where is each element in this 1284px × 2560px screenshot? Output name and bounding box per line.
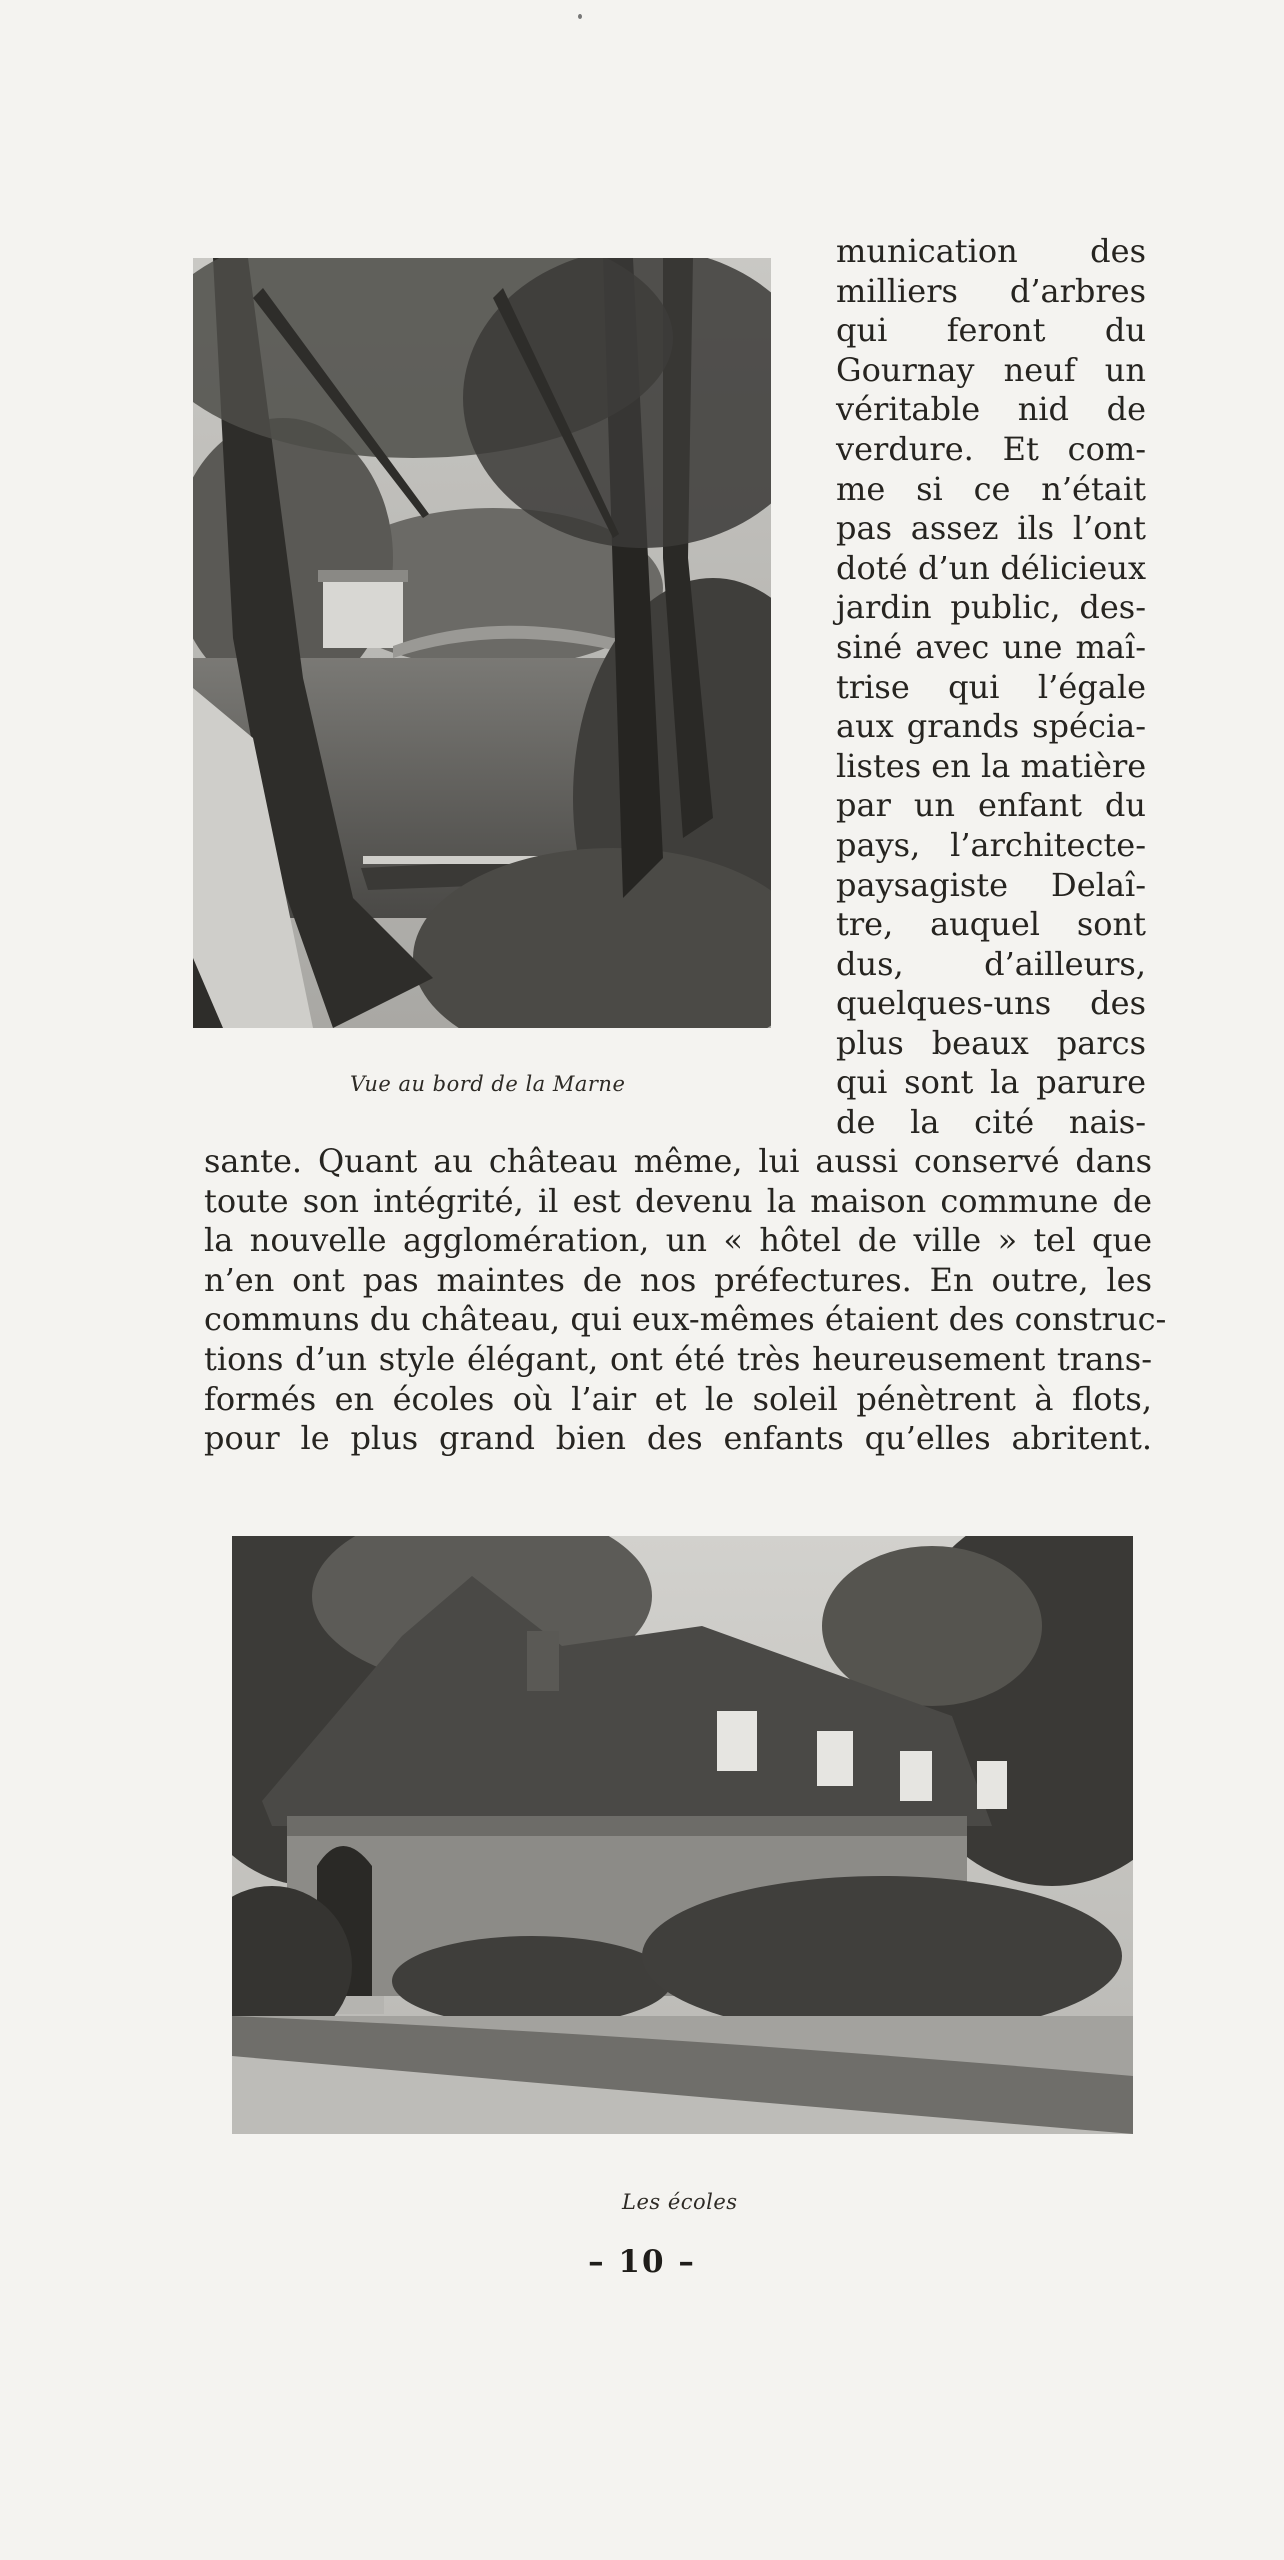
text-line: verdure. Et com- <box>836 429 1146 468</box>
text-line: communs du château, qui eux-mêmes étaient des construc- <box>204 1300 1167 1339</box>
text-line: pour le plus grand bien des enfants qu’elles abritent. <box>204 1419 1152 1458</box>
text-line: Gournay neuf un <box>836 350 1146 389</box>
text-line: aux grands spécia- <box>836 707 1146 746</box>
text-line: munication des <box>836 232 1146 270</box>
text-line: par un enfant du <box>836 786 1146 825</box>
text-line: sante. Quant au château même, lui aussi conservé dans <box>204 1142 1152 1180</box>
school-building-photo <box>232 1536 1133 2134</box>
page-number: – 10 – <box>588 2244 696 2280</box>
paper-speck <box>578 14 582 19</box>
text-line: doté d’un délicieux <box>836 548 1146 587</box>
text-line: qui sont la parure <box>836 1063 1146 1102</box>
text-line: siné avec une maî- <box>836 627 1146 666</box>
text-line: véritable nid de <box>836 390 1146 429</box>
text-line: formés en écoles où l’air et le soleil pénètrent à flots, <box>204 1379 1152 1418</box>
text-line: pas assez ils l’ont <box>836 509 1146 548</box>
text-line: milliers d’arbres <box>836 271 1146 310</box>
text-line: qui feront du <box>836 311 1146 350</box>
text-line: listes en la matière <box>836 746 1147 785</box>
text-line: plus beaux parcs <box>836 1023 1146 1062</box>
river-with-trees-and-bridge-photo <box>193 258 771 1028</box>
text-line: tre, auquel sont <box>836 905 1146 944</box>
text-line: quelques-uns des <box>836 984 1146 1023</box>
photo-caption: Vue au bord de la Marne <box>350 1072 626 1096</box>
text-line: me si ce n’était <box>836 469 1146 508</box>
text-line: la nouvelle agglomération, un « hôtel de ville » tel que <box>204 1221 1152 1260</box>
text-column-narrow <box>836 232 1146 1143</box>
text-line: jardin public, des- <box>836 588 1146 627</box>
photo-caption: Les écoles <box>622 2190 738 2214</box>
text-line: dus, d’ailleurs, <box>836 944 1146 983</box>
text-line: de la cité nais- <box>836 1103 1146 1142</box>
text-line: tions d’un style élégant, ont été très heureusement trans- <box>204 1339 1152 1378</box>
text-paragraph <box>204 1142 1167 1459</box>
text-line: trise qui l’égale <box>836 667 1146 706</box>
text-line: pays, l’architecte- <box>836 825 1146 864</box>
text-line: n’en ont pas maintes de nos préfectures. En outre, les <box>204 1260 1152 1299</box>
text-line: paysagiste Delaî- <box>836 865 1146 904</box>
text-line: toute son intégrité, il est devenu la maison commune de <box>204 1181 1152 1220</box>
